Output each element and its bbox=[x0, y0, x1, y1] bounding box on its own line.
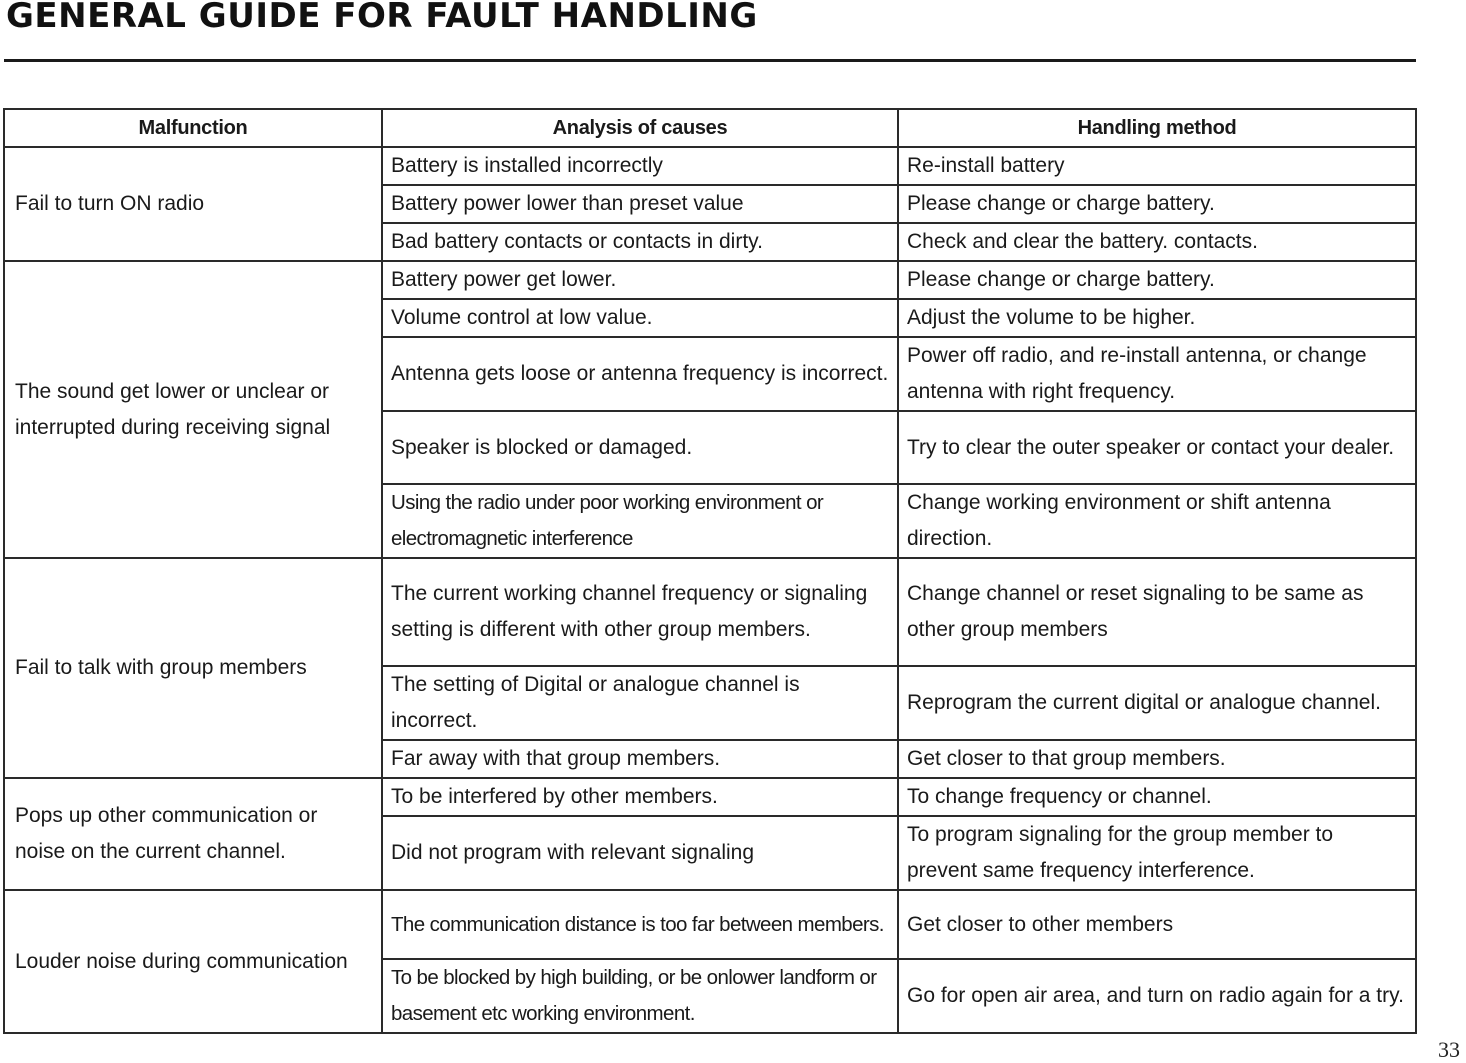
cause-cell: Battery power lower than preset value bbox=[382, 185, 898, 223]
cause-cell: Battery power get lower. bbox=[382, 261, 898, 299]
method-cell: Change channel or reset signaling to be same as other group members bbox=[898, 558, 1416, 666]
table-header-row bbox=[4, 109, 1416, 147]
cause-cell: The current working channel frequency or signaling setting is different with other group members. bbox=[382, 558, 898, 666]
cause-cell: Battery is installed incorrectly bbox=[382, 147, 898, 185]
malfunction-cell: Louder noise during communication bbox=[4, 890, 382, 1033]
fault-handling-table bbox=[3, 108, 1417, 1034]
header-analysis: Analysis of causes bbox=[382, 109, 898, 147]
table-row bbox=[4, 890, 1416, 959]
title-underline bbox=[4, 59, 1416, 62]
cause-cell: Using the radio under poor working environment or electromagnetic interference bbox=[382, 484, 898, 558]
table-row bbox=[4, 147, 1416, 185]
method-cell: Change working environment or shift antenna direction. bbox=[898, 484, 1416, 558]
table-row bbox=[4, 778, 1416, 816]
header-handling: Handling method bbox=[898, 109, 1416, 147]
malfunction-cell: The sound get lower or unclear or interrupted during receiving signal bbox=[4, 261, 382, 558]
method-cell: Adjust the volume to be higher. bbox=[898, 299, 1416, 337]
method-cell: Please change or charge battery. bbox=[898, 185, 1416, 223]
malfunction-cell: Pops up other communication or noise on the current channel. bbox=[4, 778, 382, 890]
method-cell: To change frequency or channel. bbox=[898, 778, 1416, 816]
cause-cell: To be blocked by high building, or be onlower landform or basement etc working environment. bbox=[382, 959, 898, 1033]
table-row bbox=[4, 558, 1416, 666]
method-cell: Get closer to that group members. bbox=[898, 740, 1416, 778]
cause-cell: Antenna gets loose or antenna frequency is incorrect. bbox=[382, 337, 898, 411]
cause-cell: Volume control at low value. bbox=[382, 299, 898, 337]
method-cell: Reprogram the current digital or analogue channel. bbox=[898, 666, 1416, 740]
cause-cell: To be interfered by other members. bbox=[382, 778, 898, 816]
malfunction-cell: Fail to turn ON radio bbox=[4, 147, 382, 261]
cause-cell: The setting of Digital or analogue channel is incorrect. bbox=[382, 666, 898, 740]
method-cell: Try to clear the outer speaker or contact your dealer. bbox=[898, 411, 1416, 484]
method-cell: Go for open air area, and turn on radio again for a try. bbox=[898, 959, 1416, 1033]
page-title: GENERAL GUIDE FOR FAULT HANDLING bbox=[6, 0, 758, 36]
method-cell: Get closer to other members bbox=[898, 890, 1416, 959]
cause-cell: Did not program with relevant signaling bbox=[382, 816, 898, 890]
cause-cell: Far away with that group members. bbox=[382, 740, 898, 778]
method-cell: To program signaling for the group member to prevent same frequency interference. bbox=[898, 816, 1416, 890]
table-row bbox=[4, 261, 1416, 299]
header-malfunction: Malfunction bbox=[4, 109, 382, 147]
method-cell: Re-install battery bbox=[898, 147, 1416, 185]
cause-cell: The communication distance is too far between members. bbox=[382, 890, 898, 959]
cause-cell: Speaker is blocked or damaged. bbox=[382, 411, 898, 484]
page-number: 33 bbox=[1438, 1037, 1460, 1062]
method-cell: Power off radio, and re-install antenna, or change antenna with right frequency. bbox=[898, 337, 1416, 411]
method-cell: Check and clear the battery. contacts. bbox=[898, 223, 1416, 261]
method-cell: Please change or charge battery. bbox=[898, 261, 1416, 299]
malfunction-cell: Fail to talk with group members bbox=[4, 558, 382, 778]
cause-cell: Bad battery contacts or contacts in dirty. bbox=[382, 223, 898, 261]
